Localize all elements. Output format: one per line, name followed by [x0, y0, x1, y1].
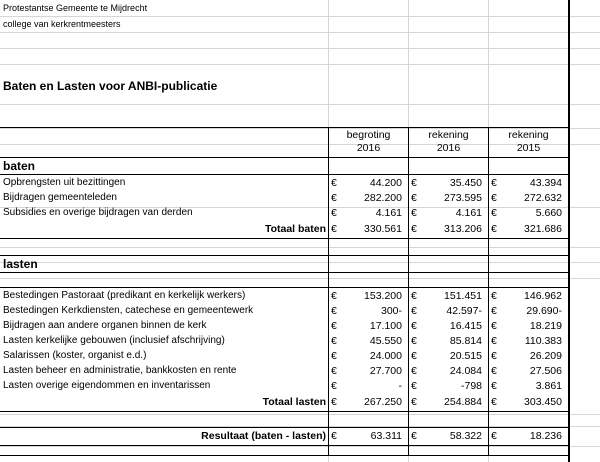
currency-symbol: € [491, 335, 497, 347]
cell-value: 85.814 [449, 335, 482, 347]
row-label: Lasten overige eigendommen en inventarissen [3, 380, 211, 391]
cell-value: -798 [460, 380, 482, 392]
row-label: Lasten beheer en administratie, bankkosten en rente [3, 365, 237, 376]
currency-symbol: € [411, 192, 417, 204]
row-label: Subsidies en overige bijdragen van derden [3, 207, 193, 218]
cell-value: 272.632 [524, 192, 562, 204]
currency-symbol: € [411, 305, 417, 317]
row-label: Totaal baten [264, 223, 326, 235]
cell-value: 313.206 [444, 223, 482, 235]
cell-value: 58.322 [449, 430, 482, 442]
currency-symbol: € [331, 430, 337, 442]
row-label: Lasten kerkelijke gebouwen (inclusief afschrijving) [3, 335, 225, 346]
row-label: Bijdragen gemeenteleden [3, 192, 117, 203]
cell-value: 35.450 [449, 177, 482, 189]
currency-symbol: € [411, 380, 417, 392]
currency-symbol: € [411, 207, 417, 219]
row-label: Bijdragen aan andere organen binnen de kerk [3, 320, 207, 331]
cell-value: 24.000 [369, 350, 402, 362]
currency-symbol: € [411, 320, 417, 332]
currency-symbol: € [331, 207, 337, 219]
cell-value: 45.550 [369, 335, 402, 347]
currency-symbol: € [331, 177, 337, 189]
column-header-rekening-2015 [489, 129, 568, 155]
currency-symbol: € [411, 290, 417, 302]
cell-value: 18.219 [529, 320, 562, 332]
cell-value: 44.200 [369, 177, 402, 189]
cell-value: 151.451 [444, 290, 482, 302]
currency-symbol: € [331, 335, 337, 347]
currency-symbol: € [491, 430, 497, 442]
currency-symbol: € [491, 305, 497, 317]
cell-value: 26.209 [529, 350, 562, 362]
currency-symbol: € [411, 396, 417, 408]
cell-value: 282.200 [364, 192, 402, 204]
currency-symbol: € [331, 350, 337, 362]
cell-value: 330.561 [364, 223, 402, 235]
row-label: Salarissen (koster, organist e.d.) [3, 350, 147, 361]
cell-value: 24.084 [449, 365, 482, 377]
currency-symbol: € [491, 177, 497, 189]
cell-value: 146.962 [524, 290, 562, 302]
organisation-name: Protestantse Gemeente te Mijdrecht [3, 3, 148, 13]
column-header-line1: begroting [346, 129, 391, 141]
cell-value: 300- [380, 305, 402, 317]
currency-symbol: € [411, 365, 417, 377]
currency-symbol: € [491, 380, 497, 392]
currency-symbol: € [331, 305, 337, 317]
row-label: Bestedingen Kerkdiensten, catechese en gemeentewerk [3, 305, 254, 316]
cell-value: 43.394 [529, 177, 562, 189]
currency-symbol: € [491, 350, 497, 362]
cell-value: 27.506 [529, 365, 562, 377]
currency-symbol: € [411, 430, 417, 442]
cell-value: 18.236 [529, 430, 562, 442]
column-header-rekening-2016 [409, 129, 488, 155]
cell-value: 42.597- [446, 305, 482, 317]
cell-value: 16.415 [449, 320, 482, 332]
committee-name: college van kerkrentmeesters [3, 19, 121, 29]
currency-symbol: € [331, 320, 337, 332]
cell-value: 110.383 [524, 335, 562, 347]
currency-symbol: € [411, 335, 417, 347]
column-header-line1: rekening [508, 129, 549, 141]
cell-value: 3.861 [535, 380, 562, 392]
currency-symbol: € [491, 207, 497, 219]
currency-symbol: € [331, 290, 337, 302]
page-title: Baten en Lasten voor ANBI-publicatie [3, 79, 218, 93]
cell-value: 254.884 [444, 396, 482, 408]
cell-value: 303.450 [524, 396, 562, 408]
currency-symbol: € [331, 223, 337, 235]
currency-symbol: € [491, 290, 497, 302]
currency-symbol: € [331, 396, 337, 408]
cell-value: 20.515 [449, 350, 482, 362]
currency-symbol: € [331, 380, 337, 392]
cell-value: 267.250 [364, 396, 402, 408]
currency-symbol: € [411, 223, 417, 235]
cell-value: - [398, 380, 402, 392]
column-header-line2: 2016 [436, 142, 461, 154]
currency-symbol: € [411, 350, 417, 362]
cell-value: 5.660 [535, 207, 562, 219]
section-heading-lasten: lasten [3, 257, 38, 271]
column-header-begroting-2016 [329, 129, 408, 155]
currency-symbol: € [491, 396, 497, 408]
column-header-line1: rekening [428, 129, 469, 141]
currency-symbol: € [331, 192, 337, 204]
column-header-line2: 2016 [356, 142, 381, 154]
row-label: Opbrengsten uit bezittingen [3, 177, 126, 188]
row-label: Resultaat (baten - lasten) [201, 430, 326, 442]
cell-value: 17.100 [369, 320, 402, 332]
row-label: Totaal lasten [262, 396, 326, 408]
cell-value: 4.161 [455, 207, 482, 219]
cell-value: 4.161 [375, 207, 402, 219]
currency-symbol: € [491, 192, 497, 204]
currency-symbol: € [491, 365, 497, 377]
row-label: Bestedingen Pastoraat (predikant en kerkelijk werkers) [3, 290, 246, 301]
section-heading-baten: baten [3, 159, 36, 173]
cell-value: 27.700 [369, 365, 402, 377]
cell-value: 153.200 [364, 290, 402, 302]
column-header-line2: 2015 [516, 142, 541, 154]
currency-symbol: € [491, 223, 497, 235]
currency-symbol: € [331, 365, 337, 377]
cell-value: 273.595 [444, 192, 482, 204]
cell-value: 321.686 [524, 223, 562, 235]
currency-symbol: € [491, 320, 497, 332]
cell-value: 63.311 [370, 430, 402, 442]
currency-symbol: € [411, 177, 417, 189]
cell-value: 29.690- [526, 305, 562, 317]
